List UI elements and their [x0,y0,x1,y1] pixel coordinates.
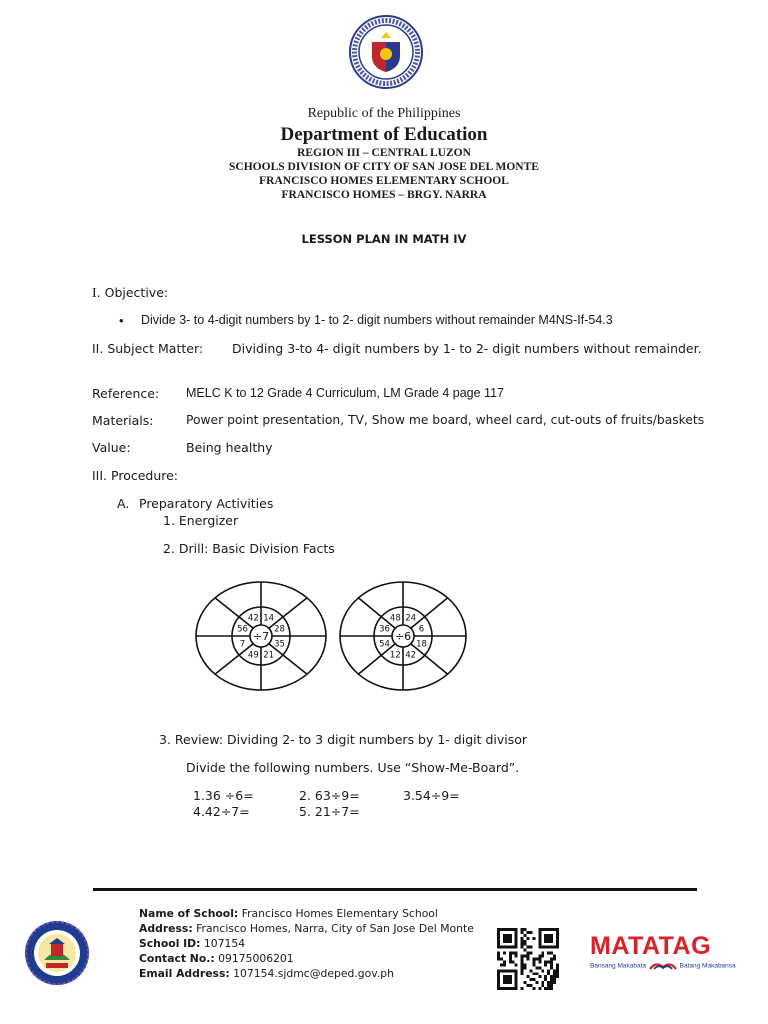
qr-module [550,966,553,969]
qr-module [497,955,500,958]
footer-address-value: Francisco Homes, Narra, City of San Jose Del Monte [196,922,474,935]
qr-module [532,960,535,963]
qr-module [527,955,530,958]
qr-module [527,931,530,934]
footer-id-value: 107154 [203,937,246,950]
qr-module [521,960,524,963]
qr-module [550,952,553,955]
qr-module [547,987,550,990]
qr-module [550,958,553,961]
wheel-number: 56 [237,624,248,635]
qr-module [521,931,524,934]
qr-module [524,943,527,946]
qr-module [503,963,506,966]
qr-module [538,958,541,961]
wheel-number: 42 [247,613,259,624]
objective-roman: I [92,286,97,301]
qr-module [497,952,500,955]
exercise-1: 1.36 ÷6= [193,788,254,803]
qr-module [547,972,550,975]
qr-module [521,955,524,958]
republic-line: Republic of the Philippines [307,106,461,121]
qr-module [553,955,556,958]
footer-email-label: Email Address: [139,967,230,980]
qr-module [527,975,530,978]
qr-module [524,955,527,958]
bullet-icon: • [119,313,124,328]
qr-module [529,946,532,949]
qr-module [538,987,541,990]
qr-finder-core [503,934,512,943]
qr-module [521,972,524,975]
qr-module [550,978,553,981]
qr-module [550,987,553,990]
qr-module [532,937,535,940]
objective-heading-text: . Objective: [96,285,169,300]
wheel-number: 6 [418,624,425,635]
qr-module [503,960,506,963]
objective-heading [92,285,168,302]
qr-module [524,934,527,937]
wheel-number: 18 [416,639,427,650]
exercise-5: 5. 21÷7= [299,804,360,819]
qr-module [524,981,527,984]
qr-module [553,978,556,981]
qr-module [512,960,515,963]
department-title: Department of Education [280,124,488,145]
qr-module [527,946,530,949]
qr-module [535,981,538,984]
wheel-number: 42 [405,650,417,661]
qr-module [512,952,515,955]
qr-module [541,981,544,984]
qr-module [556,969,559,972]
qr-module [541,969,544,972]
qr-module [544,987,547,990]
qr-module [527,984,530,987]
qr-module [535,966,538,969]
footer-email-value: 107154.sjdmc@deped.gov.ph [233,967,394,980]
procedure-heading: III. Procedure: [92,468,179,483]
qr-module [521,946,524,949]
wheel-number: 36 [379,624,390,635]
footer-contact-label: Contact No.: [139,952,215,965]
qr-module [532,972,535,975]
qr-module [503,952,506,955]
qr-module [550,975,553,978]
qr-module [553,975,556,978]
qr-module [509,952,512,955]
materials-value: Power point presentation, TV, Show me board, wheel card, cut-outs of fruits/baskets [186,413,705,427]
wheel-number: 14 [263,613,275,624]
footer-contact-value: 09175006201 [218,952,294,965]
qr-module [553,969,556,972]
school-seal [24,920,90,986]
value-label: Value: [92,440,131,455]
footer-school [139,906,438,921]
qr-module [509,955,512,958]
matatag-wordmark: MATATAG [590,932,712,960]
review-instruction: Divide the following numbers. Use “Show-Me-Board”. [186,760,520,775]
barangay-line: FRANCISCO HOMES – BRGY. NARRA [281,189,487,201]
subject-matter-value: Dividing 3-to 4- digit numbers by 1- to 2- digit numbers without remainder. [232,341,702,356]
qr-module [529,952,532,955]
qr-module [541,955,544,958]
qr-module [556,966,559,969]
qr-module [532,987,535,990]
matatag-tagline-right: Batang Makabansa [679,962,736,970]
qr-module [550,981,553,984]
materials-label: Materials: [92,413,154,428]
qr-module [556,963,559,966]
qr-module [550,960,553,963]
qr-module [538,960,541,963]
qr-module [515,955,518,958]
qr-module [521,987,524,990]
wheel-number: 28 [274,624,285,635]
qr-module [524,928,527,931]
energizer-item: 1. Energizer [163,513,239,528]
qr-module [521,958,524,961]
qr-module [547,981,550,984]
qr-module [553,981,556,984]
qr-module [553,958,556,961]
qr-module [538,966,541,969]
qr-finder-core [544,934,553,943]
qr-module [521,963,524,966]
matatag-logo [590,932,740,971]
footer-address-label: Address: [139,922,193,935]
qr-module [515,952,518,955]
qr-module [544,960,547,963]
wheel-number: 35 [274,639,285,650]
section-a-title: Preparatory Activities [139,496,274,511]
region-line: REGION III – CENTRAL LUZON [297,147,471,159]
qr-module [524,963,527,966]
qr-module [524,940,527,943]
qr-module [532,958,535,961]
exercise-3: 3.54÷9= [403,788,460,803]
objective-bullet: Divide 3- to 4-digit numbers by 1- to 2- digit numbers without remainder M4NS-If-54.3 [141,313,613,327]
drill-item: 2. Drill: Basic Division Facts [163,541,335,556]
footer-school-value: Francisco Homes Elementary School [241,907,438,920]
qr-module [521,943,524,946]
qr-module [541,984,544,987]
wheel-number: 54 [379,639,390,650]
division-line: SCHOOLS DIVISION OF CITY OF SAN JOSE DEL MONTE [229,161,539,173]
qr-module [497,958,500,961]
qr-module [547,984,550,987]
qr-module [527,937,530,940]
footer-divider [93,888,697,891]
qr-module [521,940,524,943]
qr-module [535,972,538,975]
footer-email [139,966,394,981]
matatag-tagline-left: Bansang Makabata [590,962,647,970]
footer-school-label: Name of School: [139,907,239,920]
qr-module [544,978,547,981]
wheel-number: 48 [389,613,401,624]
qr-module [524,949,527,952]
division-wheel-7 [194,580,328,692]
exercise-4: 4.42÷7= [193,804,250,819]
qr-module [556,975,559,978]
deped-seal [348,14,424,90]
qr-code-icon [497,928,559,990]
matatag-tagline [590,961,740,971]
qr-module [509,960,512,963]
qr-module [500,958,503,961]
footer-contact [139,951,294,966]
handshake-icon [648,961,678,971]
qr-module [524,966,527,969]
qr-module [538,955,541,958]
qr-module [547,952,550,955]
section-a-letter: A. [117,496,130,511]
division-wheel-6 [338,580,468,692]
wheel-number: 7 [239,639,246,650]
qr-module [532,978,535,981]
qr-module [541,952,544,955]
wheel-number: 49 [247,650,259,661]
wheel-number: 12 [389,650,401,661]
wheel-divisor-label: ÷7 [252,630,270,643]
qr-module [547,960,550,963]
qr-module [529,931,532,934]
qr-module [521,937,524,940]
qr-module [544,963,547,966]
qr-module [556,972,559,975]
qr-module [521,928,524,931]
qr-module [544,975,547,978]
qr-module [529,969,532,972]
lesson-plan-title: LESSON PLAN IN MATH IV [301,232,467,246]
qr-module [529,978,532,981]
qr-module [550,984,553,987]
value-value: Being healthy [186,440,273,455]
qr-finder-core [503,975,512,984]
reference-label: Reference: [92,386,160,401]
school-line: FRANCISCO HOMES ELEMENTARY SCHOOL [259,175,509,187]
qr-module [521,969,524,972]
qr-module [529,984,532,987]
wheel-divisor-label: ÷6 [394,630,412,643]
wheel-number: 24 [405,613,417,624]
qr-module [538,975,541,978]
qr-module [527,958,530,961]
qr-module [521,966,524,969]
exercise-2: 2. 63÷9= [299,788,360,803]
review-item: 3. Review: Dividing 2- to 3 digit numbers by 1- digit divisor [159,732,528,747]
footer-id-label: School ID: [139,937,201,950]
qr-module [550,963,553,966]
qr-module [553,972,556,975]
qr-module [509,958,512,961]
footer-address [139,921,474,936]
qr-module [527,952,530,955]
subject-matter-label: II. Subject Matter: [92,341,204,356]
qr-module [500,963,503,966]
reference-value: MELC K to 12 Grade 4 Curriculum, LM Grade 4 page 117 [186,386,504,400]
qr-module [515,963,518,966]
footer-school-id [139,936,245,951]
qr-module [547,969,550,972]
qr-module [535,958,538,961]
qr-module [532,963,535,966]
wheel-number: 21 [263,650,275,661]
